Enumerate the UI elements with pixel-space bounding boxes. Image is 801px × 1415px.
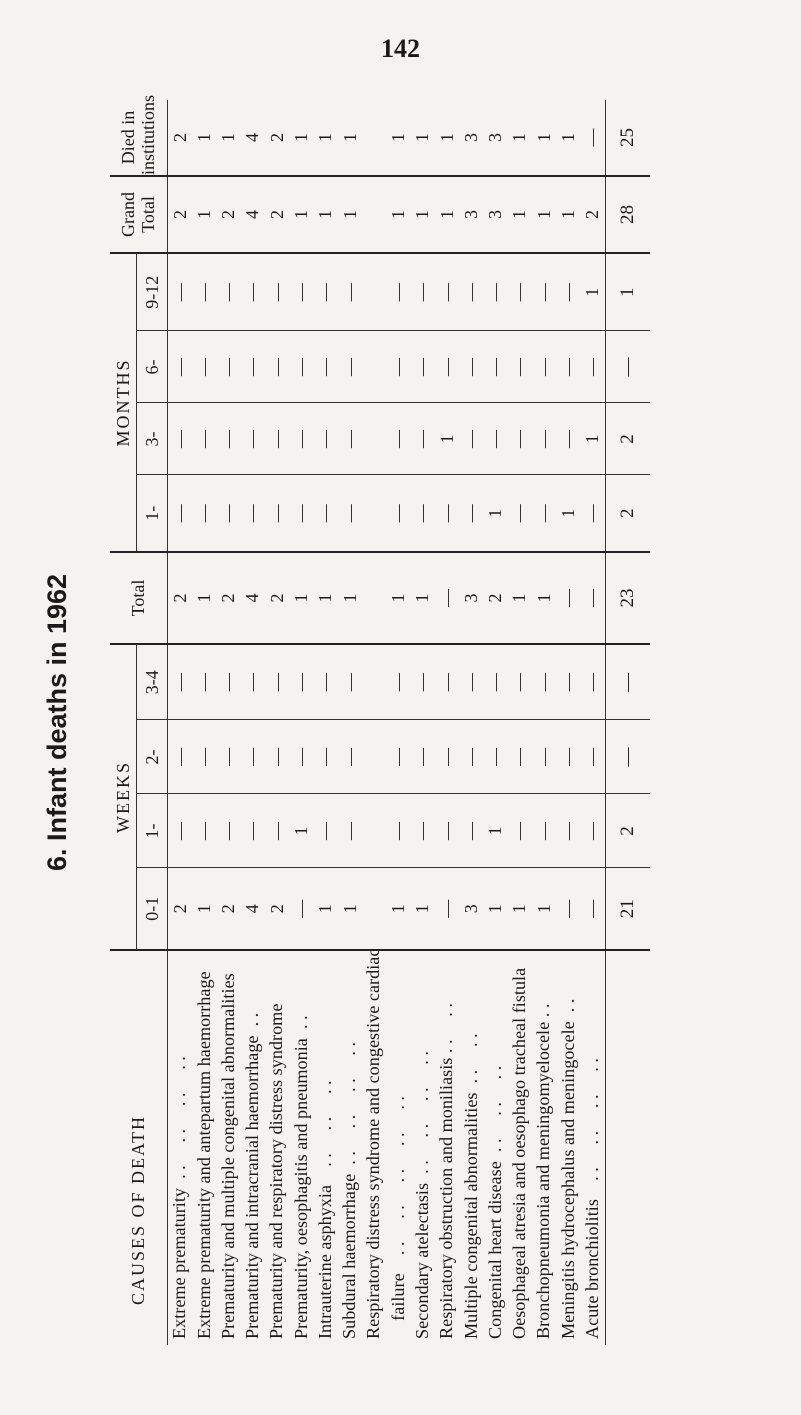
- value-cell: 1: [556, 100, 580, 176]
- weeks-sub-1: 1-: [137, 794, 168, 868]
- value-cell: —: [532, 475, 556, 552]
- value-cell: —: [435, 331, 459, 403]
- value-cell: —: [168, 331, 193, 403]
- value-cell: —: [581, 552, 606, 644]
- value-cell: [362, 331, 386, 403]
- value-cell: —: [435, 868, 459, 950]
- value-cell: —: [532, 403, 556, 475]
- value-cell: —: [265, 331, 289, 403]
- value-cell: 3: [459, 552, 483, 644]
- value-cell: —: [556, 403, 580, 475]
- value-cell: 1: [532, 552, 556, 644]
- value-cell: —: [508, 253, 532, 331]
- total-header: Total: [110, 552, 168, 644]
- value-cell: 1: [556, 176, 580, 253]
- value-cell: —: [338, 253, 362, 331]
- value-cell: 1: [483, 868, 507, 950]
- cause-cell: Extreme prematurity . . . . . . . .: [169, 1056, 190, 1339]
- cause-cell: Meningitis hydrocephalus and meningocele . .: [557, 998, 578, 1339]
- value-cell: —: [241, 794, 265, 868]
- value-cell: —: [556, 331, 580, 403]
- weeks-sub-0: 0-1: [137, 868, 168, 950]
- value-cell: —: [581, 331, 606, 403]
- value-cell: —: [386, 403, 410, 475]
- value-cell: 1: [192, 100, 216, 176]
- total-cell: 2: [606, 794, 651, 868]
- value-cell: —: [459, 794, 483, 868]
- value-cell: —: [265, 644, 289, 720]
- value-cell: —: [192, 475, 216, 552]
- value-cell: 1: [314, 176, 338, 253]
- total-cell: 21: [606, 868, 651, 950]
- value-cell: 1: [532, 868, 556, 950]
- value-cell: 1: [508, 176, 532, 253]
- value-cell: —: [556, 720, 580, 794]
- months-sub-0: 1-: [137, 475, 168, 552]
- value-cell: [362, 176, 386, 253]
- value-cell: —: [168, 644, 193, 720]
- value-cell: 1: [192, 868, 216, 950]
- value-cell: —: [532, 331, 556, 403]
- value-cell: —: [411, 253, 435, 331]
- total-cell: 2: [606, 475, 651, 552]
- table-row: [483, 100, 507, 1345]
- cause-cell: Intrauterine asphyxia . . . . . .: [314, 1080, 335, 1339]
- value-cell: —: [581, 794, 606, 868]
- value-cell: —: [265, 794, 289, 868]
- value-cell: 2: [168, 552, 193, 644]
- value-cell: 4: [241, 552, 265, 644]
- value-cell: —: [241, 475, 265, 552]
- value-cell: —: [265, 475, 289, 552]
- value-cell: —: [217, 403, 241, 475]
- table-body: [168, 100, 606, 1345]
- total-cell: —: [606, 720, 651, 794]
- value-cell: —: [459, 720, 483, 794]
- value-cell: —: [217, 253, 241, 331]
- table-row: [532, 100, 556, 1345]
- value-cell: —: [314, 475, 338, 552]
- value-cell: —: [411, 794, 435, 868]
- value-cell: 2: [217, 552, 241, 644]
- total-cell: 2: [606, 403, 651, 475]
- value-cell: —: [192, 253, 216, 331]
- table-row: [168, 100, 193, 1345]
- value-cell: [362, 868, 386, 950]
- value-cell: 4: [241, 868, 265, 950]
- value-cell: —: [386, 794, 410, 868]
- value-cell: 1: [386, 176, 410, 253]
- table-row: [289, 100, 313, 1345]
- value-cell: 3: [483, 176, 507, 253]
- value-cell: 1: [411, 868, 435, 950]
- table-row: [217, 100, 241, 1345]
- value-cell: —: [217, 331, 241, 403]
- total-cell: 25: [606, 100, 651, 176]
- value-cell: 2: [168, 100, 193, 176]
- value-cell: 1: [386, 552, 410, 644]
- value-cell: —: [338, 331, 362, 403]
- value-cell: —: [556, 868, 580, 950]
- value-cell: —: [241, 253, 265, 331]
- value-cell: —: [581, 868, 606, 950]
- value-cell: —: [241, 331, 265, 403]
- value-cell: —: [289, 253, 313, 331]
- value-cell: —: [508, 794, 532, 868]
- value-cell: —: [483, 331, 507, 403]
- total-cell: 28: [606, 176, 651, 253]
- value-cell: 1: [192, 176, 216, 253]
- causes-header: CAUSES OF DEATH: [110, 950, 168, 1345]
- value-cell: 1: [314, 552, 338, 644]
- value-cell: 1: [483, 475, 507, 552]
- value-cell: —: [508, 644, 532, 720]
- value-cell: —: [265, 720, 289, 794]
- value-cell: —: [289, 720, 313, 794]
- value-cell: —: [168, 403, 193, 475]
- value-cell: 2: [168, 868, 193, 950]
- value-cell: 1: [289, 552, 313, 644]
- cause-cell: Prematurity and intracranial haemorrhage . .: [242, 1012, 263, 1339]
- cause-cell: Prematurity and respiratory distress syndrome: [266, 1003, 287, 1339]
- table-row: [411, 100, 435, 1345]
- value-cell: —: [289, 644, 313, 720]
- cause-cell: Respiratory obstruction and moniliasis . . . .: [436, 1003, 457, 1339]
- value-cell: —: [192, 794, 216, 868]
- value-cell: 3: [459, 176, 483, 253]
- value-cell: —: [289, 331, 313, 403]
- value-cell: 1: [386, 100, 410, 176]
- value-cell: 1: [411, 100, 435, 176]
- value-cell: 2: [217, 176, 241, 253]
- value-cell: —: [314, 331, 338, 403]
- value-cell: 1: [435, 403, 459, 475]
- value-cell: —: [386, 475, 410, 552]
- value-cell: —: [483, 403, 507, 475]
- value-cell: [362, 644, 386, 720]
- value-cell: —: [508, 720, 532, 794]
- value-cell: —: [411, 403, 435, 475]
- value-cell: 4: [241, 176, 265, 253]
- table-row: [508, 100, 532, 1345]
- value-cell: —: [508, 403, 532, 475]
- value-cell: —: [192, 403, 216, 475]
- value-cell: 1: [314, 100, 338, 176]
- total-cell: —: [606, 644, 651, 720]
- value-cell: —: [532, 253, 556, 331]
- weeks-sub-2: 2-: [137, 720, 168, 794]
- value-cell: 1: [386, 868, 410, 950]
- value-cell: —: [217, 475, 241, 552]
- infant-deaths-table: [110, 94, 650, 1345]
- total-cell: 1: [606, 253, 651, 331]
- value-cell: [362, 403, 386, 475]
- value-cell: 2: [265, 176, 289, 253]
- value-cell: 1: [508, 552, 532, 644]
- value-cell: 1: [338, 552, 362, 644]
- value-cell: —: [386, 644, 410, 720]
- cause-cell: Extreme prematurity and antepartum haemorrhage: [193, 971, 214, 1339]
- table-row: [386, 100, 410, 1345]
- value-cell: 2: [265, 552, 289, 644]
- value-cell: 2: [581, 176, 606, 253]
- value-cell: —: [411, 331, 435, 403]
- table-row: [314, 100, 338, 1345]
- table-row: [241, 100, 265, 1345]
- value-cell: —: [314, 794, 338, 868]
- value-cell: —: [459, 475, 483, 552]
- cause-cell: Subdural haemorrhage . . . . . . . .: [339, 1041, 360, 1339]
- total-cell: —: [606, 331, 651, 403]
- value-cell: 2: [168, 176, 193, 253]
- value-cell: 1: [314, 868, 338, 950]
- value-cell: —: [265, 403, 289, 475]
- value-cell: 1: [338, 176, 362, 253]
- value-cell: 1: [435, 176, 459, 253]
- value-cell: —: [289, 868, 313, 950]
- weeks-header: WEEKS: [110, 644, 137, 950]
- value-cell: —: [556, 644, 580, 720]
- value-cell: 2: [265, 100, 289, 176]
- value-cell: —: [581, 644, 606, 720]
- table-row: [338, 100, 362, 1345]
- value-cell: 1: [338, 868, 362, 950]
- value-cell: —: [581, 720, 606, 794]
- value-cell: —: [192, 644, 216, 720]
- value-cell: —: [217, 644, 241, 720]
- value-cell: —: [168, 720, 193, 794]
- value-cell: 1: [532, 176, 556, 253]
- value-cell: —: [217, 794, 241, 868]
- cause-cell: Bronchopneumonia and meningomyelocele . .: [533, 1003, 554, 1339]
- cause-cell: Prematurity and multiple congenital abnormalities: [217, 973, 238, 1339]
- value-cell: —: [556, 552, 580, 644]
- table-title: 6. Infant deaths in 1962: [42, 573, 72, 872]
- cause-cell: Secondary atelectasis . . . . . . . .: [411, 1051, 432, 1339]
- value-cell: —: [435, 475, 459, 552]
- value-cell: —: [265, 253, 289, 331]
- value-cell: —: [459, 253, 483, 331]
- table-row: [265, 100, 289, 1345]
- value-cell: 1: [508, 100, 532, 176]
- value-cell: —: [338, 644, 362, 720]
- died-in-institutions-header: Died in institutions: [110, 100, 168, 176]
- value-cell: —: [314, 720, 338, 794]
- value-cell: —: [483, 253, 507, 331]
- value-cell: 3: [483, 100, 507, 176]
- total-cell: 23: [606, 552, 651, 644]
- cause-cell: Prematurity, oesophagitis and pneumonia . .: [290, 1015, 311, 1339]
- rotated-table-frame: [42, 94, 650, 1345]
- value-cell: —: [338, 475, 362, 552]
- value-cell: —: [192, 331, 216, 403]
- value-cell: —: [508, 331, 532, 403]
- value-cell: —: [289, 475, 313, 552]
- value-cell: —: [532, 720, 556, 794]
- value-cell: —: [168, 794, 193, 868]
- totals-label-cell: [606, 950, 651, 1345]
- table-row: [362, 100, 386, 1345]
- table-row: [192, 100, 216, 1345]
- value-cell: —: [411, 475, 435, 552]
- value-cell: 1: [435, 100, 459, 176]
- value-cell: 1: [483, 794, 507, 868]
- value-cell: —: [386, 253, 410, 331]
- value-cell: [362, 253, 386, 331]
- value-cell: 1: [217, 100, 241, 176]
- value-cell: —: [338, 403, 362, 475]
- value-cell: —: [241, 403, 265, 475]
- table-row: [556, 100, 580, 1345]
- value-cell: [362, 794, 386, 868]
- page-number: 142: [381, 34, 420, 63]
- value-cell: —: [532, 794, 556, 868]
- value-cell: 2: [265, 868, 289, 950]
- value-cell: —: [241, 720, 265, 794]
- grand-total-header: Grand Total: [110, 176, 168, 253]
- cause-cell: Acute bronchiolitis . . . . . . . .: [581, 1058, 602, 1339]
- value-cell: 1: [289, 176, 313, 253]
- value-cell: 1: [338, 100, 362, 176]
- value-cell: —: [168, 475, 193, 552]
- value-cell: —: [435, 552, 459, 644]
- months-sub-1: 3-: [137, 403, 168, 475]
- value-cell: —: [168, 253, 193, 331]
- value-cell: —: [581, 100, 606, 176]
- value-cell: —: [289, 403, 313, 475]
- table-row: [435, 100, 459, 1345]
- value-cell: 1: [289, 100, 313, 176]
- cause-cell: Multiple congenital abnormalities . . . .: [460, 1033, 481, 1339]
- value-cell: —: [483, 644, 507, 720]
- value-cell: —: [217, 720, 241, 794]
- value-cell: —: [532, 644, 556, 720]
- table-row: [581, 100, 606, 1345]
- value-cell: —: [483, 720, 507, 794]
- value-cell: 1: [581, 403, 606, 475]
- value-cell: 1: [411, 176, 435, 253]
- value-cell: —: [411, 720, 435, 794]
- cause-cell: failure . . . . . . . . . .: [387, 1096, 408, 1339]
- value-cell: —: [386, 331, 410, 403]
- totals-row: [606, 100, 651, 1345]
- value-cell: —: [556, 253, 580, 331]
- value-cell: [362, 720, 386, 794]
- value-cell: 4: [241, 100, 265, 176]
- value-cell: [362, 552, 386, 644]
- table-row: [459, 100, 483, 1345]
- value-cell: —: [435, 720, 459, 794]
- value-cell: —: [435, 794, 459, 868]
- value-cell: 1: [411, 552, 435, 644]
- months-sub-2: 6-: [137, 331, 168, 403]
- value-cell: —: [314, 644, 338, 720]
- value-cell: 1: [556, 475, 580, 552]
- value-cell: —: [314, 403, 338, 475]
- cause-cell: Oesophageal atresia and oesophago tracheal fistula: [509, 967, 530, 1339]
- value-cell: —: [459, 644, 483, 720]
- value-cell: —: [435, 253, 459, 331]
- cause-cell: Respiratory distress syndrome and congestive cardiac: [363, 948, 384, 1339]
- value-cell: [362, 100, 386, 176]
- months-header: MONTHS: [110, 253, 137, 552]
- months-sub-3: 9-12: [137, 253, 168, 331]
- value-cell: —: [192, 720, 216, 794]
- value-cell: —: [459, 331, 483, 403]
- weeks-sub-3: 3-4: [137, 644, 168, 720]
- value-cell: 1: [192, 552, 216, 644]
- value-cell: —: [435, 644, 459, 720]
- value-cell: 2: [217, 868, 241, 950]
- value-cell: —: [386, 720, 410, 794]
- value-cell: —: [241, 644, 265, 720]
- value-cell: —: [338, 794, 362, 868]
- value-cell: —: [459, 403, 483, 475]
- value-cell: —: [556, 794, 580, 868]
- value-cell: 1: [532, 100, 556, 176]
- value-cell: 1: [289, 794, 313, 868]
- value-cell: —: [314, 253, 338, 331]
- value-cell: 3: [459, 100, 483, 176]
- value-cell: 3: [459, 868, 483, 950]
- value-cell: 2: [483, 552, 507, 644]
- value-cell: 1: [508, 868, 532, 950]
- value-cell: —: [411, 644, 435, 720]
- value-cell: —: [508, 475, 532, 552]
- value-cell: —: [581, 475, 606, 552]
- cause-cell: Congenital heart disease . . . . . .: [484, 1065, 505, 1339]
- value-cell: 1: [581, 253, 606, 331]
- value-cell: [362, 475, 386, 552]
- value-cell: —: [338, 720, 362, 794]
